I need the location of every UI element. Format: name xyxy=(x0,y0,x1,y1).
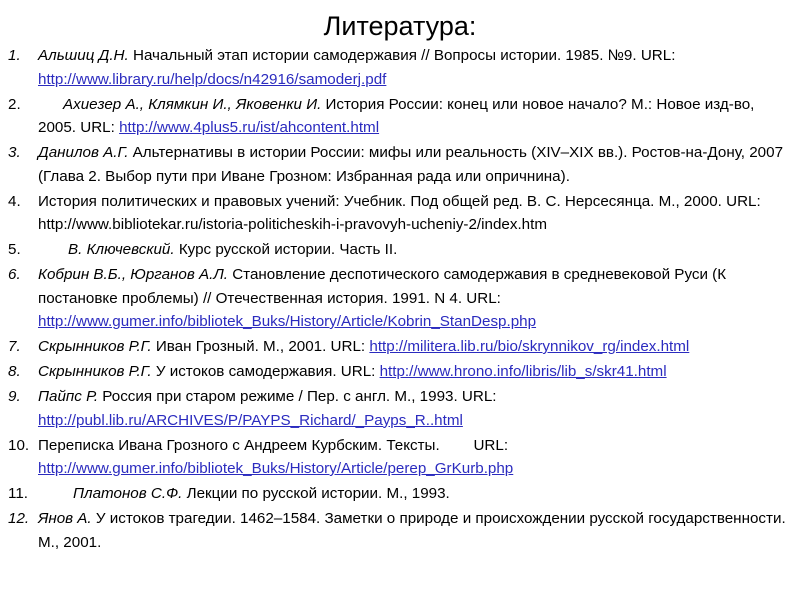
entry-number: 3. xyxy=(8,144,21,161)
entry-text: Начальный этап истории самодержавия // Вопросы истории. 1985. №9. URL: xyxy=(128,47,676,64)
entry-number: 2. xyxy=(8,95,21,113)
entry-link[interactable]: http://www.library.ru/help/docs/n42916/samoderj.pdf xyxy=(38,70,387,88)
bibliography-entry-11 xyxy=(8,482,793,506)
entry-number: 7. xyxy=(8,338,21,355)
entry-link[interactable]: http://militera.lib.ru/bio/skrynnikov_rg/index.html xyxy=(369,338,690,355)
entry-author: Ахиезер А., Клямкин И., Яковенки И. xyxy=(63,95,322,113)
entry-number: 12. xyxy=(8,510,30,527)
entry-author: Альшиц Д.Н. xyxy=(38,47,129,64)
entry-text: Лекции по русской истории. М., 1993. xyxy=(182,485,450,502)
bibliography-entry-12 xyxy=(8,507,793,554)
entry-text: История России: конец или новое начало? М.: Новое изд-во, 2005. URL: xyxy=(38,95,755,136)
entry-text: У истоков самодержавия. URL: xyxy=(151,363,380,380)
entry-text: Курс русской истории. Часть II. xyxy=(174,241,398,258)
entry-text: Становление деспотического самодержавия в средневековой Руси (К постановке проблемы) // Отечественная история. 1991. N 4. URL: xyxy=(38,266,727,307)
entry-number: 11. xyxy=(8,485,28,502)
entry-number: 10. xyxy=(8,436,30,454)
bibliography-entry-6 xyxy=(8,263,793,334)
entry-number: 8. xyxy=(8,363,21,380)
bibliography-entry-9 xyxy=(8,385,793,432)
entry-link[interactable]: http://www.4plus5.ru/ist/ahcontent.html xyxy=(119,119,380,136)
entry-author: Янов А. xyxy=(38,510,92,527)
entry-author: Скрынников Р.Г. xyxy=(38,363,152,380)
entry-link[interactable]: http://www.gumer.info/bibliotek_Buks/History/Article/perep_GrKurb.php xyxy=(38,460,514,477)
entry-number: 6. xyxy=(8,266,21,283)
bibliography-entry-1 xyxy=(8,44,793,91)
bibliography-list xyxy=(8,44,793,556)
bibliography-entry-2 xyxy=(8,93,793,140)
page-title: Литература: xyxy=(323,11,477,41)
bibliography-entry-7 xyxy=(8,335,793,359)
bibliography-entry-3 xyxy=(8,141,793,188)
bibliography-entry-10 xyxy=(8,434,793,481)
entry-author: В. Ключевский. xyxy=(68,241,175,258)
entry-number: 4. xyxy=(8,192,21,210)
entry-text: У истоков трагедии. 1462–1584. Заметки о природе и происхождении русской государственности. М., 2001. xyxy=(38,510,786,551)
entry-number: 1. xyxy=(8,47,21,64)
entry-text: Россия при старом режиме / Пер. с англ. М., 1993. URL: xyxy=(98,388,497,405)
entry-number: 9. xyxy=(8,388,21,405)
bibliography-entry-8 xyxy=(8,360,793,384)
entry-author: Платонов С.Ф. xyxy=(73,485,183,502)
entry-author: Пайпс Р. xyxy=(38,388,99,405)
entry-number: 5. xyxy=(8,241,21,258)
entry-author: Скрынников Р.Г. xyxy=(38,338,152,355)
entry-link[interactable]: http://publ.lib.ru/ARCHIVES/P/PAYPS_Richard/_Payps_R..html xyxy=(38,411,463,429)
bibliography-entry-5 xyxy=(8,238,793,262)
entry-text: Переписка Ивана Грозного с Андреем Курбским. Тексты. URL: xyxy=(38,436,513,454)
entry-author: Кобрин В.Б., Юрганов А.Л. xyxy=(38,266,228,283)
entry-link[interactable]: http://www.gumer.info/bibliotek_Buks/History/Article/Kobrin_StanDesp.php xyxy=(38,313,537,330)
bibliography-entry-4 xyxy=(8,190,793,237)
entry-text: Иван Грозный. М., 2001. URL: xyxy=(151,338,370,355)
entry-text: История политических и правовых учений: Учебник. Под общей ред. В. С. Нерсесянца. М., 2000. URL: http://www.bibliotekar.ru/istoria-politicheskih-i-pravovyh-ucheniy-2/index.htm xyxy=(38,192,761,233)
entry-author: Данилов А.Г. xyxy=(38,144,129,161)
entry-link[interactable]: http://www.hrono.info/libris/lib_s/skr41.html xyxy=(379,363,667,380)
entry-text: Альтернативы в истории России: мифы или реальность (XIV–XIX вв.). Ростов-на-Дону, 2007 (Глава 2. Выбор пути при Иване Грозном: Избранная рада или опричнина). xyxy=(38,144,784,185)
